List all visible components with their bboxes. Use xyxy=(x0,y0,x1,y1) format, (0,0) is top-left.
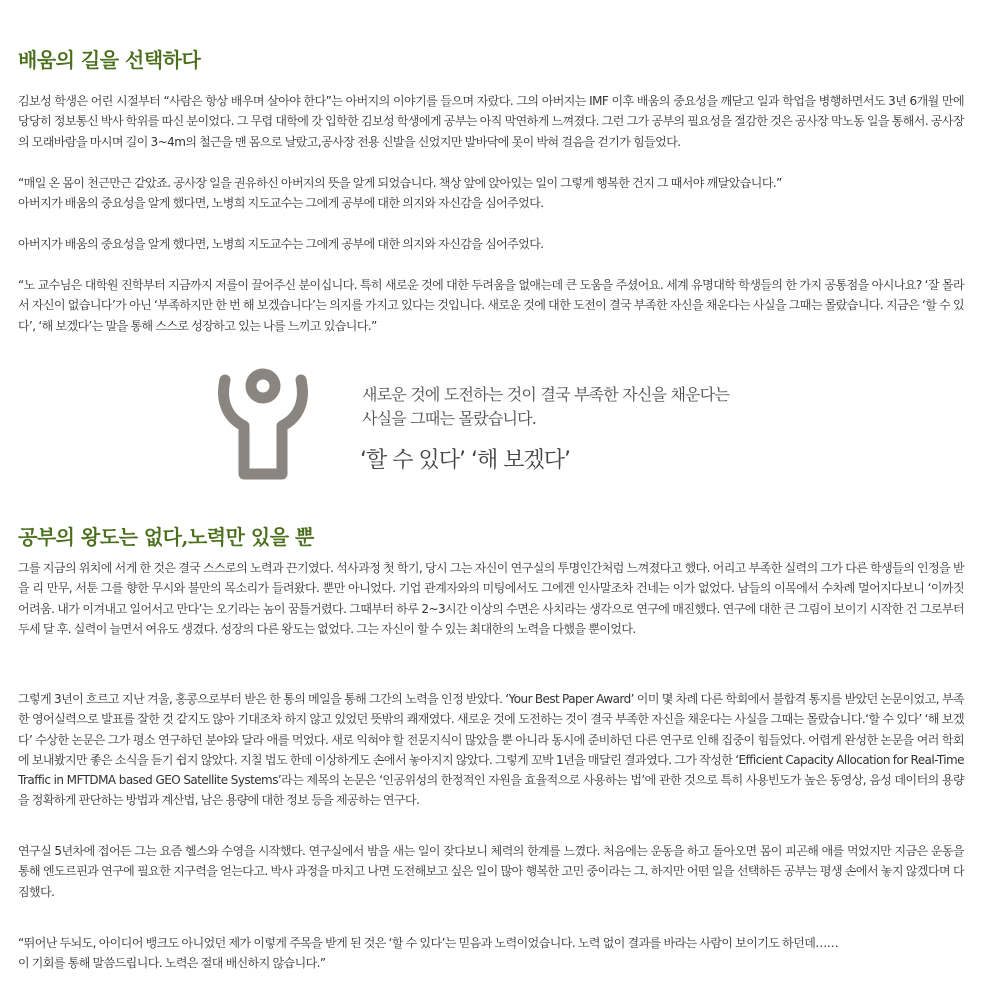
paragraph-professor xyxy=(18,234,964,254)
paragraph-text: 연구실 5년차에 접어든 그는 요즘 헬스와 수영을 시작했다. 연구실에서 밤을 새는 일이 잦다보니 체력의 한계를 느꼈다. 처음에는 운동을 하고 돌아오면 몸이 피곤해 애를 먹었지만 지금은 운동을 통해 엔도르핀과 연구에 필요한 지구력을 얻는다고. 박사 과정을 마치고 나면 도전해보고 싶은 일이 많아 행복한 고민 중이라는 그. 하지만 어떤 일을 선택하든 공부는 평생 손에서 놓지 않겠다며 다짐했다. xyxy=(18,844,964,899)
pull-quote-motto: ‘할 수 있다’ ‘해 보겠다’ xyxy=(360,448,570,473)
paragraph-closing-quote xyxy=(18,933,964,974)
section-heading-learning-path: 배움의 길을 선택하다 xyxy=(18,48,201,72)
quote-text: “뛰어난 두뇌도, 아이디어 뱅크도 아니었던 제가 이렇게 주목을 받게 된 것은 ‘할 수 있다’는 믿음과 노력이었습니다. 노력 없이 결과를 바라는 사람이 보이기도 하던데…… xyxy=(18,936,839,950)
paragraph-father-story xyxy=(18,91,964,152)
paragraph-text: 김보성 학생은 어린 시절부터 “사람은 항상 배우며 살아야 한다”는 아버지의 이야기를 들으며 자랐다. 그의 아버지는 IMF 이후 배움의 중요성을 깨닫고 일과 학업을 병행하면서도 3년 6개월 만에 당당히 정보통신 박사 학위를 따신 분이었다. 그 무렵 대학에 갓 입학한 김보성 학생에게 공부는 아직 막연하게 느껴졌다. 그런 그가 공부의 필요성을 절감한 것은 공사장 막노동 일을 통해서. 공사장의 모래바람을 마시며 길이 3~4m의 철근을 맨 몸으로 날랐고,공사장 전용 신발을 신었지만 발바닥에 못이 박혀 걸음을 걷기가 힘들었다. xyxy=(18,94,964,149)
paragraph-text: 아버지가 배움의 중요성을 알게 했다면, 노병희 지도교수는 그에게 공부에 대한 의지와 자신감을 심어주었다. xyxy=(18,237,544,251)
paragraph-text: 그를 지금의 위치에 서게 한 것은 결국 스스로의 노력과 끈기였다. 석사과정 첫 학기, 당시 그는 자신이 연구실의 투명인간처럼 느껴졌다고 했다. 어리고 부족한 실력의 그가 다른 학생들의 인정을 받을 리 만무, 서툰 그를 향한 무시와 불만의 목소리가 들려왔다. 뿐만 아니었다. 기업 관계자와의 미팅에서도 그에겐 인사말조차 건네는 이가 없었다. 남들의 이목에서 수차례 멀어지다보니 ‘이까짓 어려움. 내가 이겨내고 일어서고 만다’는 오기라는 놈이 꿈틀거렸다. 그때부터 하루 2~3시간 이상의 수면은 사치라는 생각으로 연구에 매진했다. 연구에 대한 큰 그림이 보이기 시작한 건 그로부터 두세 달 후. 실력이 늘면서 여유도 생겼다. 성장의 다른 왕도는 없었다. 그는 자신이 할 수 있는 최대한의 노력을 다했을 뿐이었다. xyxy=(18,561,964,636)
quote-text: “매일 온 몸이 천근만근 같았죠. 공사장 일을 권유하신 아버지의 뜻을 알게 되었습니다. 책상 앞에 앉아있는 일이 그렇게 행복한 건지 그 때서야 깨달았습니다.” xyxy=(18,176,782,190)
paragraph-text: 아버지가 배움의 중요성을 알게 했다면, 노병희 지도교수는 그에게 공부에 대한 의지와 자신감을 심어주었다. xyxy=(18,196,544,211)
section-heading-no-royal-road: 공부의 왕도는 없다,노력만 있을 뿐 xyxy=(18,525,314,549)
paragraph-effort xyxy=(18,558,964,639)
pull-quote-line-1: 새로운 것에 도전하는 것이 결국 부족한 자신을 채운다는 xyxy=(362,385,730,404)
paragraph-quote-professor xyxy=(18,275,964,336)
pull-quote-banner xyxy=(216,368,796,483)
paragraph-health xyxy=(18,841,964,902)
person-arms-raised-icon xyxy=(216,368,311,480)
paragraph-paper-award xyxy=(18,689,964,811)
pull-quote-line-2: 사실을 그때는 몰랐습니다. xyxy=(362,409,537,428)
quote-text: “노 교수님은 대학원 진학부터 지금까지 저를이 끌어주신 분이십니다. 특히 새로운 것에 대한 두려움을 없애는데 큰 도움을 주셨어요. 세계 유명대학 학생들의 한 가지 공통점을 아시나요? ‘잘 몰라서 자신이 없습니다’가 아닌 ‘부족하지만 한 번 해 보겠습니다’는 의지를 가지고 있다는 것입니다. 새로운 것에 대한 도전이 결국 부족한 자신을 채운다는 사실을 그때는 몰랐습니다. 지금은 ‘할 수 있다’, ‘해 보겠다’는 말을 통해 스스로 성장하고 있는 나를 느끼고 있습니다.” xyxy=(18,278,964,333)
quote-text: 이 기회를 통해 말씀드립니다. 노력은 절대 배신하지 않습니다.” xyxy=(18,956,326,971)
paragraph-quote-construction xyxy=(18,173,964,214)
paragraph-text: 그렇게 3년이 흐르고 지난 겨울, 홍콩으로부터 받은 한 통의 메일을 통해 그간의 노력을 인정 받았다. ‘Your Best Paper Award’ 이미 몇 차례 다른 학회에서 불합격 통지를 받았던 논문이었고, 부족한 영어실력으로 발표를 잘한 것 같지도 않아 기대조차 하지 않고 있었던 뜻밖의 쾌재였다. 새로운 것에 도전하는 것이 결국 부족한 자신을 채운다는 사실을 그때는 몰랐습니다.‘할 수 있다’ ‘해 보겠다’ 수상한 논문은 그가 평소 연구하던 분야와 달라 애를 먹었다. 새로 익혀야 할 전문지식이 많았을 뿐 아니라 동시에 준비하던 다른 연구로 인해 집중이 힘들었다. 어렵게 완성한 논문을 여러 학회에 보내봤지만 좋은 소식을 듣기 쉽지 않았다. 지칠 법도 한데 이상하게도 손에서 놓아지지 않았다. 그렇게 꼬박 1년을 매달린 결과였다. 그가 작성한 ‘Efficient Capacity Allocation for Real-Time Traffic in MFTDMA based GEO Satellite Systems’라는 제목의 논문은 ‘인공위성의 한정적인 자원을 효율적으로 사용하는 법’에 관한 것으로 특히 사용빈도가 높은 동영상, 음성 데이터의 용량을 정확하게 판단하는 방법과 계산법, 남은 용량에 대한 정보 등을 제공하는 연구다. xyxy=(18,692,964,808)
